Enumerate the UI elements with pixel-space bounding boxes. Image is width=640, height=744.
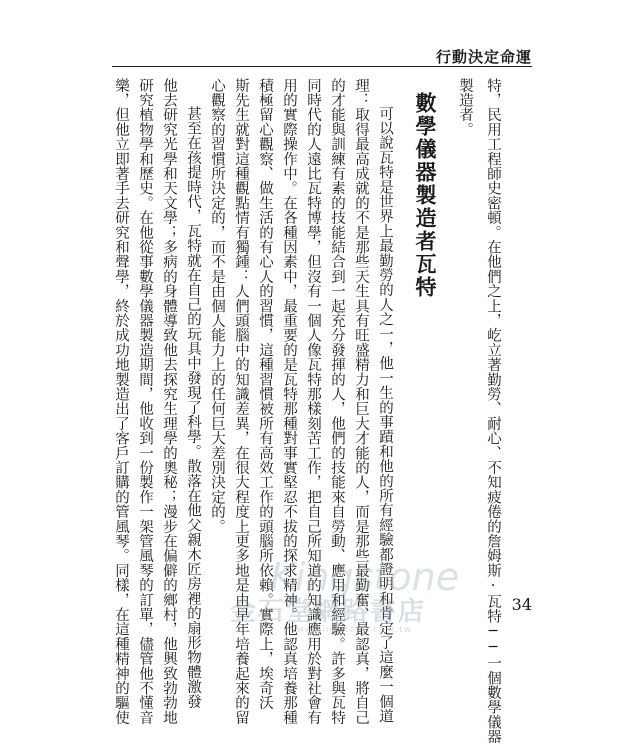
watermark-url: www.kingstone.com.tw: [288, 625, 413, 635]
text-column: 用的實際操作中。在各種因素中，最重要的是瓦特那種對事實堅忍不拔的探求精神。他認真培養那種: [281, 78, 297, 725]
watermark-chinese: 金石堂網路書店: [230, 597, 427, 627]
text-column: 積極留心觀察、做生活的有心人的習慣，這種習慣被所有高效工作的頭腦所依賴。實際上，埃奇沃: [257, 78, 273, 711]
text-column: 可以說瓦特是世界上最勤勞的人之一，他一生的事蹟和他的所有經驗都證明和肯定了這麼一個道: [377, 106, 393, 724]
text-column: 的才能與訓練有素的技能結合到一起充分發揮的人，他們的技能來自勞動、應用和經驗。許多與瓦特: [329, 78, 345, 725]
text-column: 理：取得最高成就的不是那些天生具有旺盛精力和巨大才能的人，而是那些最勤奮、最認真，將自己: [353, 78, 369, 725]
watermark-latin: Kingstone: [270, 555, 460, 599]
section-heading: 數學儀器製造者瓦特: [413, 92, 437, 299]
text-column: 研究植物學和歷史。在他從事數學儀器製造期間，他收到一份製作一架管風琴的訂單，儘管他不懂音: [137, 78, 153, 725]
running-head: 行動決定命運: [435, 48, 532, 66]
text-column: 製造者。: [457, 78, 473, 137]
text-column: 他去研究光學和天文學；多病的身體導致他去探究生理學的奧秘；漫步在偏僻的鄉村，他興致勃勃地: [161, 78, 177, 725]
header-rule: [112, 66, 532, 67]
text-column: 斯先生就對這種觀點情有獨鍾：人們頭腦中的知識差異，在很大程度上更多地是由早年培養起來的留: [233, 78, 249, 725]
text-column: 樂，但他立即著手去研究和聲學，終於成功地製造出了客戶訂購的管風琴。同樣，在這種精神的驅使: [113, 78, 129, 725]
text-column: 甚至在孩提時代，瓦特就在自己的玩具中發現了科學。散落在他父親木匠房裡的扇形物體激發: [185, 106, 201, 709]
page-number: 34: [511, 595, 532, 614]
text-column: 同時代的人遠比瓦特博學，但沒有一個人像瓦特那樣刻苦工作，把自己所知道的知識應用於對社會有: [305, 78, 321, 725]
text-column: 心觀察的習慣所決定的，而不是由個人能力上的任何巨大差別決定的。: [209, 78, 225, 534]
text-column: 特，民用工程師史密頓。在他們之上，屹立著勤勞、耐心、不知疲倦的詹姆斯·瓦特──一個數學儀器: [485, 78, 501, 744]
